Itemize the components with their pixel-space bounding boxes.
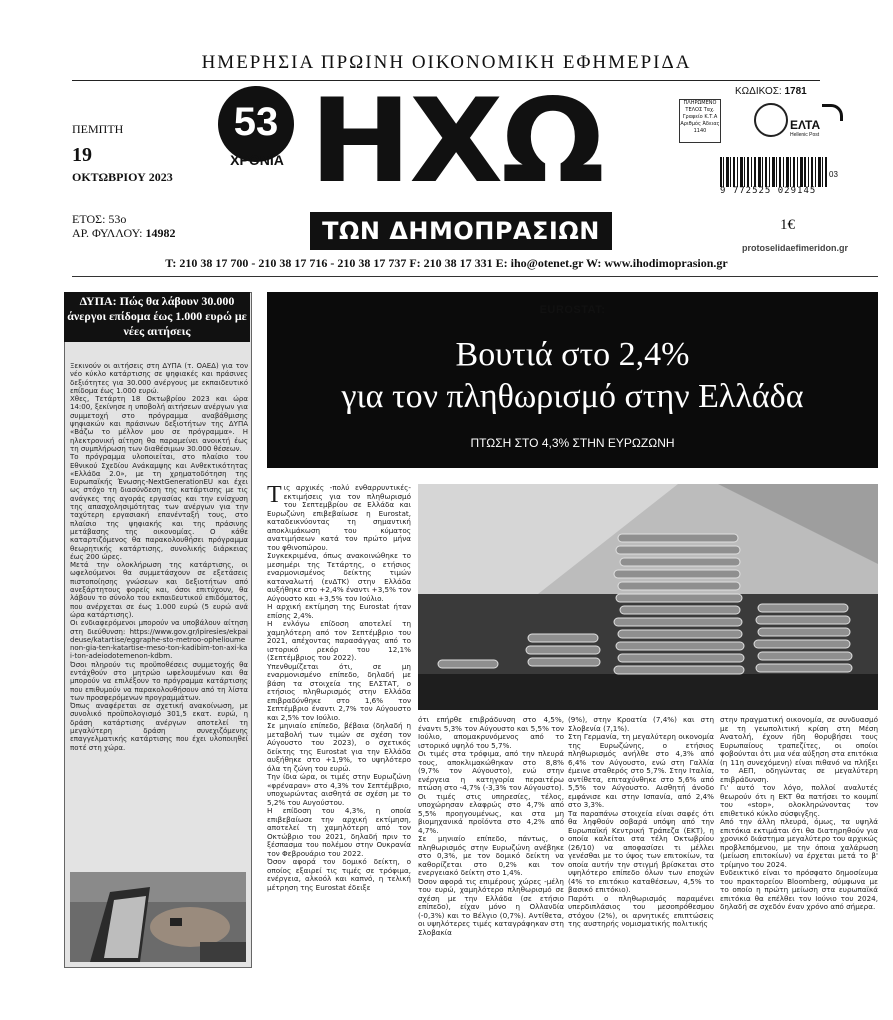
- anniversary-label: ΧΡΟΝΙΑ: [230, 152, 284, 168]
- lead-subhead: ΠΤΩΣΗ ΣΤΟ 4,3% ΣΤΗΝ ΕΥΡΩΖΩΝΗ: [470, 436, 675, 450]
- elta-wing-icon: [822, 104, 843, 121]
- sidebar-paragraph: Όπως αναφέρεται σε σχετική ανακοίνωση, με συνολικό προϋπολογισμό 301,5 εκατ. ευρώ, η δράση κατάρτισης ανέργων αποτελεί τη μεγαλύτερη δράση συνεχιζόμενης επαγγελματικής κατάρτισης που έχει υλοποιηθεί ποτέ στη χώρα.: [70, 702, 248, 752]
- lead-headline-line2: για τον πληθωρισμό στην Ελλάδα: [341, 378, 804, 415]
- lead-paragraph: Υπενθυμίζεται ότι, σε μη εναρμονισμένο επίπεδο, δηλαδή με βάση τα στοιχεία της ΕΛΣΤΑΤ, ο ετήσιος πληθωρισμός στην Ελλάδα επιβραδύνθηκε στο 1,6% τον Σεπτέμβριο έναντι 2,7% τον Αύγουστο και 2,5% τον Ιούλιο.: [267, 661, 411, 722]
- lead-kicker: EUROSTAT:: [539, 304, 606, 316]
- sidebar-paragraph: Όσοι πληρούν τις προϋποθέσεις συμμετοχής θα εντάχθούν στο μητρώο ωφελουμένων και θα μπορούν να επιλέξουν το πρόγραμμα κατάρτισης που επιθυμούν να παρακολουθήσουν από τη λίστα των προσφερόμενων προγραμμάτων.: [70, 660, 248, 702]
- logo-subtitle: ΤΩΝ ΔΗΜΟΠΡΑΣΙΩΝ: [310, 212, 612, 250]
- lead-paragraph: Την ίδια ώρα, οι τιμές στην Ευρωζώνη «φρέναραν» στο 4,3% τον Σεπτέμβριο, υποχωρώντας αισθητά σε σχέση με το 5,2% του Αυγούστου.: [267, 772, 411, 807]
- lead-headline: [267, 334, 878, 418]
- lead-paragraph: Από την άλλη πλευρά, όμως, τα υψηλά επιτόκια εκτιμάται ότι θα διατηρηθούν για χρονικό διάστημα μεγαλύτερο του αρχικώς προβλεπόμενου, με την όποια χαλάρωση (μείωση επιτοκίων) να έρχεται μετά το β' τρίμηνο του 2024.: [720, 817, 878, 869]
- lead-paragraph: Στη Γερμανία, τη μεγαλύτερη οικονομία της Ευρωζώνης, ο ετήσιος πληθωρισμός ανήλθε στο 4,3% από 6,4% τον Αύγουστο, ενώ στη Γαλλία έμεινε σταθερός στο 5,7%. Στην Ιταλία, αντίθετα, επιταχύνθηκε στο 5,6% από 5,5% τον Αύγουστο. Αισθητή άνοδο εμφάνισε και στην Ισπανία, από 2,4% στο 3,3%.: [568, 732, 714, 809]
- lead-paragraph: Γι' αυτό τον λόγο, πολλοί αναλυτές θεωρούν ότι η ΕΚΤ θα πατήσει το κουμπί του «stop», ολοκληρώνοντας τον επιθετικό κύκλο σύσφιγξης.: [720, 783, 878, 818]
- issue-value: 14982: [145, 226, 176, 240]
- barcode-icon: [720, 157, 840, 187]
- newspaper-logo: ΗΧΩ: [309, 74, 603, 209]
- product-code: [735, 86, 807, 97]
- sidebar-paragraph: Ξεκινούν οι αιτήσεις στη ΔΥΠΑ (τ. ΟΑΕΔ) για τον νέο κύκλο κατάρτισης σε ψηφιακές και πράσινες δεξιότητες για 30.000 ανέργους με εκπαιδευτικό επίδομα έως 1.000 ευρώ.: [70, 362, 248, 395]
- sidebar-headline: ΔΥΠΑ: Πώς θα λάβουν 30.000 άνεργοι επίδομα έως 1.000 ευρώ με νέες αιτήσεις: [64, 292, 250, 342]
- day-number: 19: [72, 144, 92, 166]
- issue-label: ΑΡ. ΦΥΛΛΟΥ:: [72, 226, 143, 240]
- lead-paragraph: Σε μηνιαίο επίπεδο, πάντως, ο πληθωρισμός στην Ευρωζώνη ανέβηκε στο 0,3%, με τον δομικό δείκτη να καθορίζεται στο 0,2% και τον ενεργειακό δείκτη στο 1,4%.: [418, 834, 564, 877]
- lead-paragraph: [267, 484, 411, 552]
- anniversary-badge: 53: [218, 86, 294, 162]
- sidebar-paragraph: Το πρόγραμμα υλοποιείται, στο πλαίσιο του Εθνικού Σχεδίου Ανάκαμψης και Ανθεκτικότητας «Ελλάδα 2.0», με τη χρηματοδότηση της Ευρωπαϊκής Ένωσης-NextGenerationEU και έχει ως στόχο τη διασύνδεση της κατάρτισης με τις ανάγκες της αγοράς εργασίας και την ενίσχυση της απασχολησιμότητας των ανέργων για την ταχύτερη εργασιακή επανένταξή τους, στο πλαίσιο της ψηφιακής και της πράσινης μετάβασης της οικονομίας. Ο κάθε καταρτιζόμενος θα παρακολουθήσει πρόγραμμα θεωρητικής κατάρτισης, συνολικής διάρκειας έως 200 ώρες.: [70, 453, 248, 561]
- lead-paragraph: (9%), στην Κροατία (7,4%) και στη Σλοβενία (7,1%).: [568, 715, 714, 733]
- lead-column-1: [267, 484, 411, 892]
- lead-column-4: [720, 716, 878, 912]
- postage-stamp: ΠΛΗΡΩΜΕΝΟ ΤΕΛΟΣ Ταχ. Γραφείο Κ.Τ.Α Αριθμός Άδειας 1140: [679, 99, 721, 143]
- dropcap: Τ: [267, 482, 282, 508]
- lead-paragraph: στην πραγματική οικονομία, σε συνδυασμό με τη γεωπολιτική κρίση στη Μέση Ανατολή, έχουν ήδη θορυβήσει τους Ευρωπαίους τραπεζίτες, οι οποίοι φοβούνται ότι μια νέα αύξηση στα επιτόκια (η 11η συνεχόμενη) είναι πιθανό να πλήξει το ΑΕΠ, οδηγώντας σε μεγαλύτερη επιβράδυνση.: [720, 715, 879, 784]
- lead-paragraph: ότι επήρθε επιβράδυνση στο 4,5%, έναντι 5,3% τον Αύγουστο και 5,5% τον Ιούλιο, απομακρυνόμενος από το ιστορικό υψηλό του 5,7%.: [418, 715, 564, 750]
- month-year: ΟΚΤΩΒΡΙΟΥ 2023: [72, 170, 173, 184]
- laptop-photo: [70, 872, 246, 962]
- day-name: ΠΕΜΠΤΗ: [72, 122, 124, 136]
- sidebar-article: [70, 362, 248, 752]
- watermark: protoselidaefimeridon.gr: [742, 243, 849, 253]
- code-label: ΚΩΔΙΚΟΣ:: [735, 86, 782, 97]
- coins-photo: [418, 484, 878, 710]
- elta-logo: [790, 104, 840, 138]
- issue-code: 03: [829, 170, 838, 179]
- lead-paragraph: Τα παραπάνω στοιχεία είναι σαφές ότι θα ληφθούν σοβαρά υπόψη από την Ευρωπαϊκή Κεντρική Τράπεζα (ΕΚΤ), η οποία καλείται στα τέλη Οκτωβρίου (26/10) να αποφασίσει τι μέλλει γενέσθαι με το ύψος των επιτοκίων, τα οποία αυτήν την στιγμή βρίσκεται στο υψηλότερο επίπεδο όλων των εποχών (4% το επιτόκιο καταθέσεων, 4,5% το βασικό επιτόκιο).: [568, 808, 714, 894]
- lead-paragraph: Παρότι ο πληθωρισμός παραμένει υπερδιπλάσιος του μεσοπρόθεσμου στόχου (2%), οι αρνητικές επιπτώσεις της αυστηρής νομισματικής πολιτικής: [568, 893, 714, 928]
- lead-paragraph: Συγκεκριμένα, όπως ανακοινώθηκε το μεσημέρι της Τετάρτης, ο ετήσιος εναρμονισμένος δείκτης τιμών καταναλωτή (ενΔΤΚ) στην Ελλάδα αυξήθηκε στο +2,4% έναντι +3,5% τον Αύγουστο και +3,5% τον Ιούλιο.: [267, 551, 411, 603]
- lead-paragraph: Η ενλόγω επίδοση αποτελεί τη χαμηλότερη από τον Σεπτέμβριο του 2021, απέχοντας παρασάγγας από το ιστορικό ρεκόρ του 12,1% (Σεπτέμβριος του 2022).: [267, 619, 411, 662]
- seal-icon: [754, 103, 788, 137]
- lead-headline-line1: Βουτιά στο 2,4%: [455, 336, 690, 373]
- lead-paragraph: Οι τιμές στα τρόφιμα, από την πλευρά τους, αποκλιμακώθηκαν στο 8,8% (9,7% τον Αύγουστο), ενώ στην ενέργεια η κατηγορία περαιτέρω πτώση στο -4,7% (-3,3% τον Αύγουστο). Οι τιμές στις υπηρεσίες, τέλος, υποχώρησαν ελαφρώς στο 4,7% από 5,5% προηγουμένως, και στα μη βιομηχανικά προϊόντα στο 4,2% από 4,7%.: [418, 749, 564, 835]
- lead-paragraph: Όσον αφορά τον δομικό δείκτη, ο οποίος εξαιρεί τις τιμές σε τρόφιμα, ενέργεια, αλκοόλ και καπνό, η τελική μέτρηση της Eurostat έδειξε: [267, 857, 411, 892]
- lead-paragraph-text: ις αρχικές -πολύ ενθαρρυντικές- εκτιμήσεις για τον πληθωρισμό του Σεπτεμβρίου σε Ελλάδα και Ευρωζώνη επιβεβαίωσε η Eurostat, καταδεικνύοντας τη σημαντική αποκλιμάκωση του κύματος ανατιμήσεων κατά τον πρώτο μήνα του φθινοπώρου.: [267, 483, 411, 552]
- sidebar-paragraph: Οι ενδιαφερόμενοι μπορούν να υποβάλουν αίτηση στη διεύθυνση: https://www.gov.gr/ipiresies/ekpaideuse/katartise/eggraphe-sto-metroo-ophelioumenon-gia-ten-katartise-meso-ton-kadibim-ton-axi-kai-ton-adeiodotemenon-kdbm.: [70, 619, 248, 661]
- elta-subtitle: Hellenic Post: [790, 132, 820, 138]
- lead-paragraph: Σε μηνιαίο επίπεδο, βέβαια (δηλαδή η μεταβολή των τιμών σε σχέση τον Αύγουστο του 2023), ο σχετικός δείκτης της Eurostat για την Ελλάδα αυξήθηκε στο +1,9%, το υψηλότερο όλα τη ζώνη του ευρώ.: [267, 721, 411, 773]
- lead-paragraph: Ενδεικτικό είναι το πρόσφατο δημοσίευμα του πρακτορείου Bloomberg, σύμφωνα με το οποίο η πρώτη μείωση στα ευρωπαϊκά επιτόκια θα επέλθει τον Ιούνιο του 2024, δηλαδή σε σχεδόν έναν χρόνο από σήμερα.: [720, 868, 878, 911]
- issue-number: [72, 226, 175, 241]
- lead-paragraph: Όσον αφορά τις επιμέρους χώρες -μέλη του ευρώ, χαμηλότερο πληθωρισμό σε σχέση με την Ελλάδα (σε ετήσιο επίπεδο), είχαν μόνο η Ολλανδία (-0,3%) και το Βέλγιο (0,7%). Αντίθετα, οι υψηλότερες τιμές καταγράφηκαν στη Σλοβακία: [418, 876, 564, 937]
- sidebar-paragraph: Χθες, Τετάρτη 18 Οκτωβρίου 2023 και ώρα 14:00, ξεκίνησε η υποβολή αιτήσεων ανέργων για συμμετοχή στο πρόγραμμα αναβάθμισης ψηφιακών και πράσινων δεξιοτήτων της ΔΥΠΑ «Βάζω το μέλλον μου σε πρόγραμμα». Η ηλεκτρονική αίτηση θα παραμείνει ανοικτή έως τη συμπλήρωση των διαθέσιμων 30.000 θέσεων.: [70, 395, 248, 453]
- price: 1€: [780, 217, 795, 233]
- lead-paragraph: Η αρχική εκτίμηση της Eurostat ήταν επίσης 2,4%.: [267, 602, 411, 620]
- lead-column-2: [418, 716, 564, 937]
- tagline: ΗΜΕΡΗΣΙΑ ΠΡΩΙΝΗ ΟΙΚΟΝΟΜΙΚΗ ΕΦΗΜΕΡΙΔΑ: [201, 52, 692, 73]
- barcode-number: 9 772525 029145: [720, 186, 817, 196]
- code-value: 1781: [784, 86, 807, 97]
- contact-line: T: 210 38 17 700 - 210 38 17 716 - 210 38 17 737 F: 210 38 17 331 E: iho@otenet.gr W: www.ihodimoprasion.gr: [165, 256, 728, 270]
- year-of-publication: ΕΤΟΣ: 53ο: [72, 212, 127, 226]
- lead-paragraph: Η επίδοση του 4,3%, η οποία επιβεβαίωσε την αρχική εκτίμηση, αποτελεί τη χαμηλότερη από τον Οκτώβριο του 2021, δηλαδή πριν το ξέσπασμα του πολέμου στην Ουκρανία τον Φεβρουάριο του 2022.: [267, 806, 411, 858]
- sidebar-paragraph: Μετά την ολοκλήρωση της κατάρτισης, οι ωφελούμενοι θα συμμετάσχουν σε εξετάσεις πιστοποίησης γνώσεων και δεξιοτήτων από ανεξάρτητους φορείς και, όσοι επιτύχουν, θα λάβουν το σύνολο του εκπαιδευτικού επιδόματος, που ανέρχεται σε έως 1.000 ευρώ (5 ευρώ ανά ώρα κατάρτισης).: [70, 561, 248, 619]
- lead-column-3: [568, 716, 714, 929]
- elta-name: ΕΛΤΑ: [790, 118, 821, 132]
- contact-rule: [72, 276, 878, 277]
